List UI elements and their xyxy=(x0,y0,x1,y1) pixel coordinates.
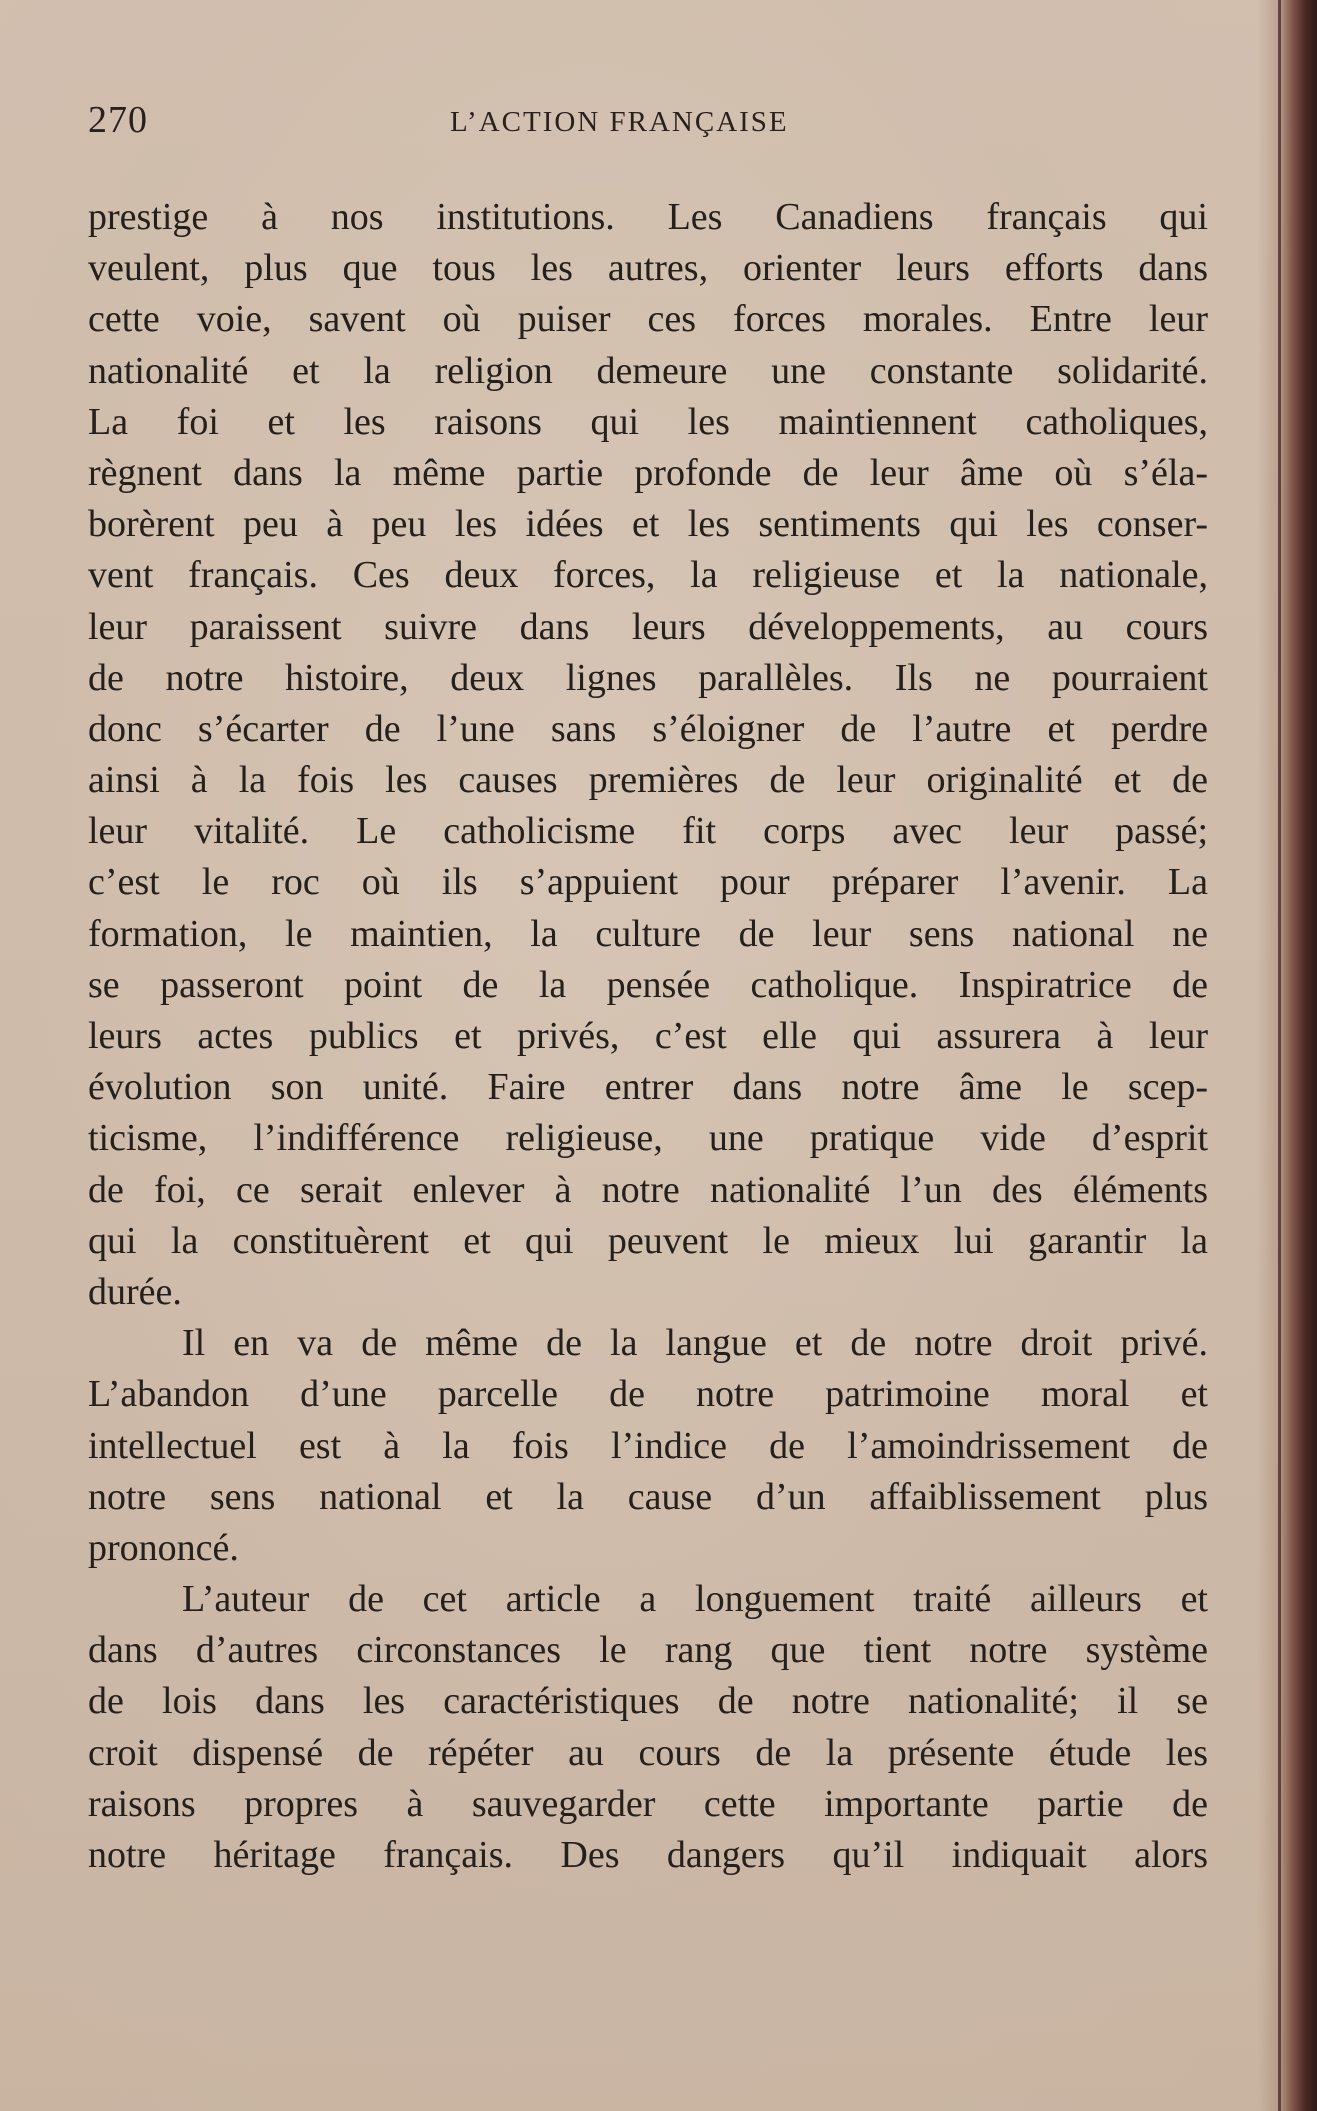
text-line: Il en va de même de la langue et de notre droit privé. xyxy=(182,1322,1208,1365)
text-line: leurs actes publics et privés, c’est elle qui assurera à leur xyxy=(88,1015,1208,1057)
text-line: leur vitalité. Le catholicisme fit corps avec leur passé; xyxy=(88,810,1208,853)
text-line: croit dispensé de répéter au cours de la présente étude les xyxy=(88,1731,1208,1774)
text-line: ticisme, l’indifférence religieuse, une pratique vide d’esprit xyxy=(88,1117,1208,1160)
page-number: 270 xyxy=(88,99,148,141)
running-title: L’ACTION FRANÇAISE xyxy=(450,106,789,138)
text-line: L’auteur de cet article a longuement traité ailleurs et xyxy=(182,1578,1208,1621)
page-edge-shadow xyxy=(1257,0,1317,2111)
text-line: durée. xyxy=(88,1270,182,1313)
text-line: règnent dans la même partie profonde de leur âme où s’éla- xyxy=(88,451,1208,494)
page-header xyxy=(88,92,1198,152)
text-line: prononcé. xyxy=(88,1526,239,1569)
text-line: c’est le roc où ils s’appuient pour préparer l’avenir. La xyxy=(88,861,1208,904)
text-line: cette voie, savent où puiser ces forces morales. Entre leur xyxy=(88,298,1208,341)
text-line: dans d’autres circonstances le rang que tient notre système xyxy=(88,1629,1208,1672)
text-line: raisons propres à sauvegarder cette importante partie de xyxy=(88,1782,1208,1825)
text-line: veulent, plus que tous les autres, orienter leurs efforts dans xyxy=(88,247,1208,290)
text-line: évolution son unité. Faire entrer dans notre âme le scep- xyxy=(88,1066,1208,1109)
page-edge-line xyxy=(1278,0,1281,2111)
text-line: nationalité et la religion demeure une constante solidarité. xyxy=(88,349,1208,392)
text-line: qui la constituèrent et qui peuvent le mieux lui garantir la xyxy=(88,1219,1208,1262)
text-line: de foi, ce serait enlever à notre nationalité l’un des éléments xyxy=(88,1168,1208,1211)
text-line: notre sens national et la cause d’un affaiblissement plus xyxy=(88,1475,1208,1518)
text-line: leur paraissent suivre dans leurs développements, au cours xyxy=(88,605,1208,648)
text-line: La foi et les raisons qui les maintiennent catholiques, xyxy=(88,400,1208,443)
text-line: de lois dans les caractéristiques de notre nationalité; il se xyxy=(88,1680,1208,1723)
body-text xyxy=(88,192,1208,1881)
text-line: se passeront point de la pensée catholique. Inspiratrice de xyxy=(88,963,1208,1006)
text-line: prestige à nos institutions. Les Canadiens français qui xyxy=(88,196,1208,238)
text-line: donc s’écarter de l’une sans s’éloigner de l’autre et perdre xyxy=(88,707,1208,750)
text-line: ainsi à la fois les causes premières de leur originalité et de xyxy=(88,759,1208,802)
text-line: notre héritage français. Des dangers qu’il indiquait alors xyxy=(88,1834,1208,1876)
text-line: de notre histoire, deux lignes parallèles. Ils ne pourraient xyxy=(88,656,1208,699)
text-line: intellectuel est à la fois l’indice de l’amoindrissement de xyxy=(88,1424,1208,1467)
text-line: borèrent peu à peu les idées et les sentiments qui les conser- xyxy=(88,503,1208,546)
text-line: L’abandon d’une parcelle de notre patrimoine moral et xyxy=(88,1373,1208,1416)
text-line: formation, le maintien, la culture de leur sens national ne xyxy=(88,912,1208,955)
text-line: vent français. Ces deux forces, la religieuse et la nationale, xyxy=(88,554,1208,597)
